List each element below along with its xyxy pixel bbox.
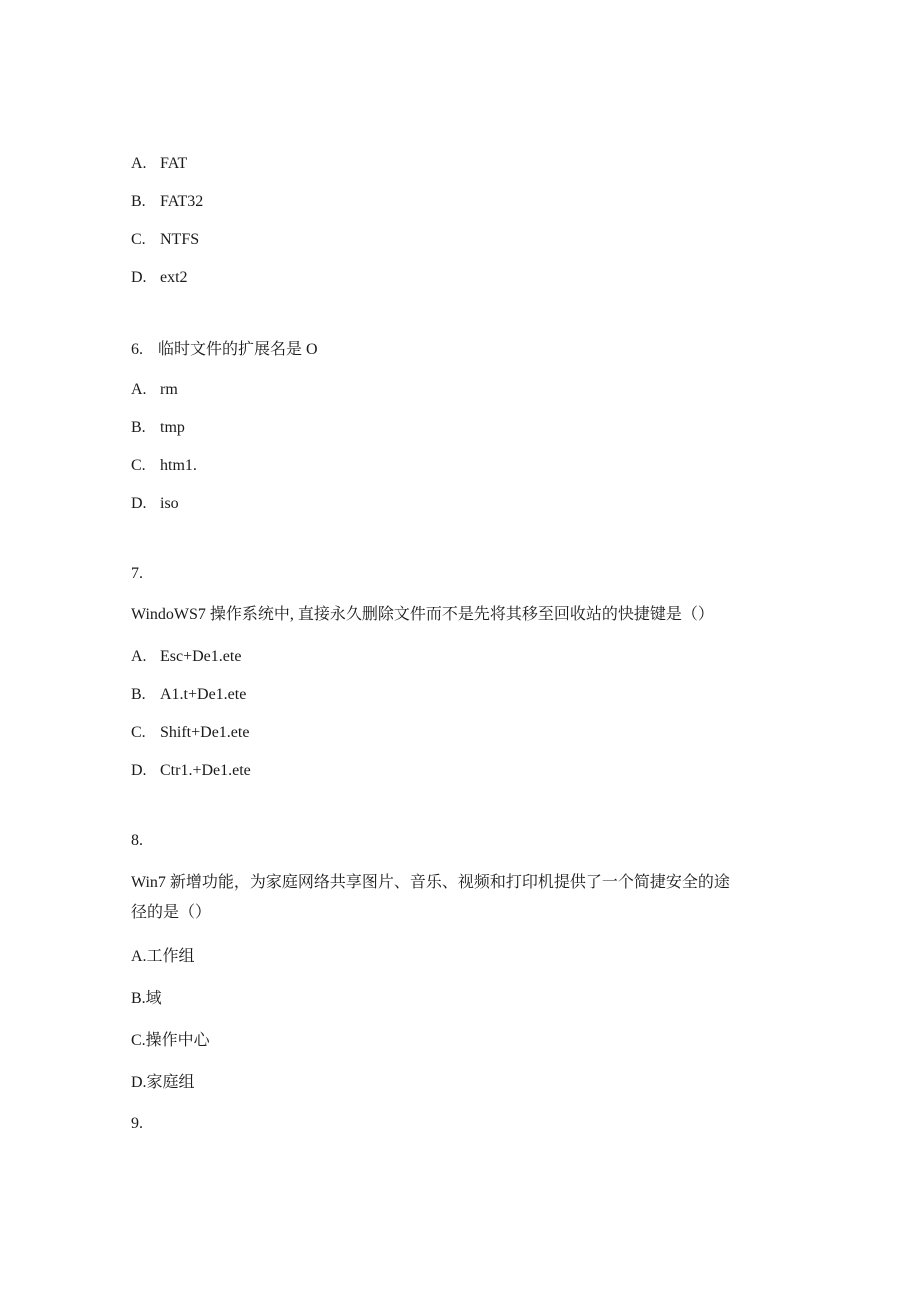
q5-option-b — [131, 192, 203, 212]
option-letter: B. — [131, 193, 146, 210]
q5-option-a — [131, 154, 187, 174]
q5-option-d — [131, 268, 188, 288]
q7-option-c — [131, 723, 249, 743]
q5-option-c — [131, 230, 199, 250]
option-text: A1.t+De1.ete — [160, 686, 247, 703]
option-text: htm1. — [160, 457, 197, 474]
option-letter: B. — [131, 686, 146, 703]
q8-number: 8. — [131, 832, 143, 849]
q8-option-a: A.工作组 — [131, 948, 195, 965]
option-text: tmp — [160, 419, 185, 436]
q7-option-d — [131, 761, 251, 781]
q7-number: 7. — [131, 565, 143, 582]
option-text: NTFS — [160, 231, 200, 248]
q6-option-c — [131, 456, 197, 476]
option-letter: D. — [131, 495, 147, 512]
option-text: iso — [160, 495, 179, 512]
option-text: rm — [160, 381, 178, 398]
q6-option-d — [131, 494, 179, 514]
option-text: Shift+De1.ete — [160, 724, 250, 741]
q8-question-text-line2: 径的是（） — [131, 904, 212, 921]
q8-option-b: B.域 — [131, 990, 162, 1007]
option-letter: A. — [131, 155, 147, 172]
option-letter: A. — [131, 648, 147, 665]
q7-question-text: WindoWS7 操作系统中, 直接永久删除文件而不是先将其移至回收站的快捷键是（） — [131, 606, 714, 623]
option-text: Ctr1.+De1.ete — [160, 762, 251, 779]
option-letter: C. — [131, 457, 146, 474]
q8-option-c: C.操作中心 — [131, 1032, 210, 1049]
q8-option-d: D.家庭组 — [131, 1074, 195, 1091]
option-letter: D. — [131, 269, 147, 286]
q8-question-text-line1: Win7 新增功能，为家庭网络共享图片、音乐、视频和打印机提供了一个简捷安全的途 — [131, 874, 730, 891]
question-number: 6. — [131, 341, 143, 358]
option-text: FAT32 — [160, 193, 204, 210]
q7-option-a — [131, 647, 241, 667]
q7-option-b — [131, 685, 246, 705]
option-text: Esc+De1.ete — [160, 648, 242, 665]
option-text: ext2 — [160, 269, 188, 286]
option-text: FAT — [160, 155, 188, 172]
question-text: 临时文件的扩展名是 O — [158, 341, 318, 358]
q6-option-b — [131, 418, 185, 438]
option-letter: C. — [131, 231, 146, 248]
option-letter: B. — [131, 419, 146, 436]
option-letter: D. — [131, 762, 147, 779]
q6-option-a — [131, 380, 178, 400]
option-letter: A. — [131, 381, 147, 398]
option-letter: C. — [131, 724, 146, 741]
q6-question — [131, 340, 318, 360]
q9-number: 9. — [131, 1115, 143, 1132]
